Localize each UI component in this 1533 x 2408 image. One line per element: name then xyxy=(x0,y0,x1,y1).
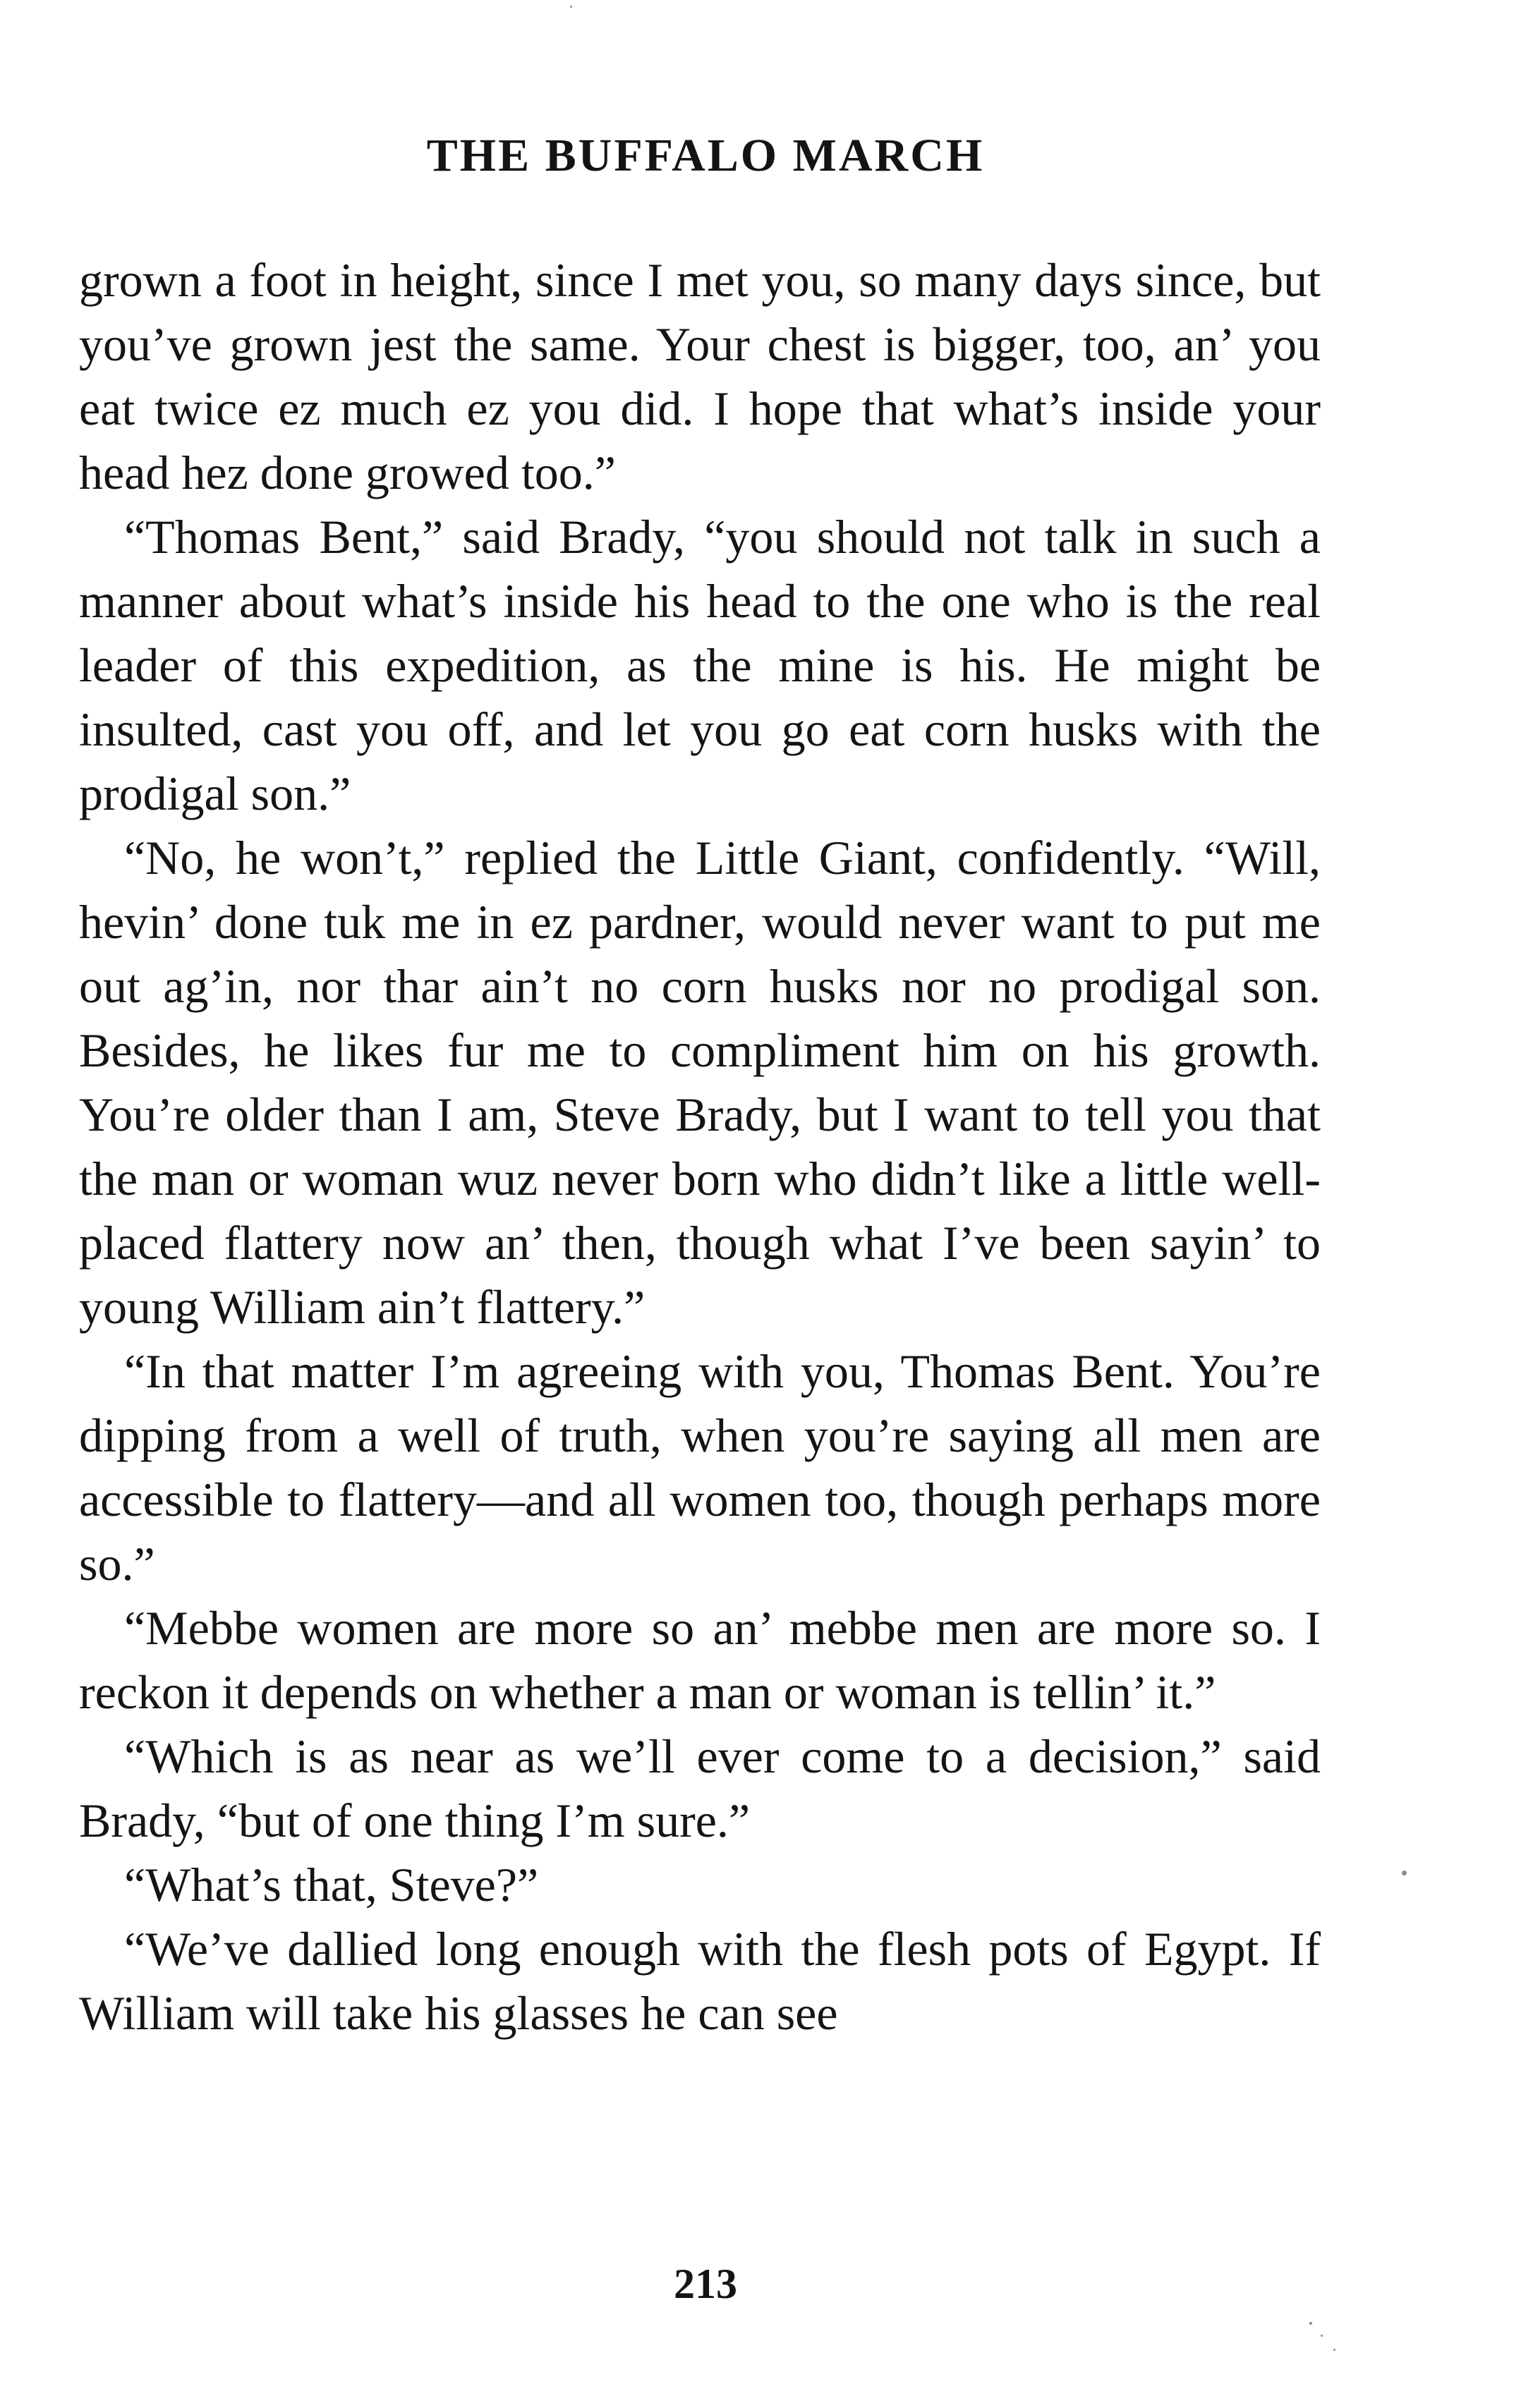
page-number: 213 xyxy=(674,2261,737,2307)
paragraph: “Mebbe women are more so an’ mebbe men are more so. I reckon it depends on whether a man or woman is tellin’ it.” xyxy=(79,1601,1321,1719)
paragraph-continuation: grown a foot in height, since I met you, so many days since, but you’ve grown jest the same. Your chest is bigger, too, an’ you eat twice ez much ez you did. I hope that what’s inside your head hez done growed too.” xyxy=(79,253,1321,499)
paragraph: “We’ve dallied long enough with the flesh pots of Egypt. If William will take his glasses he can see xyxy=(79,1922,1321,2040)
body-text xyxy=(79,248,1321,2045)
paragraph: “Thomas Bent,” said Brady, “you should not talk in such a manner about what’s inside his head to the one who is the real leader of this expedition, as the mine is his. He might be insulted, cast you off, and let you go eat corn husks with the prodigal son.” xyxy=(79,510,1321,820)
scan-speck xyxy=(1321,2335,1323,2337)
running-head: THE BUFFALO MARCH xyxy=(426,130,985,181)
paragraph: “No, he won’t,” replied the Little Giant, confidently. “Will, hevin’ done tuk me in ez pardner, would never want to put me out ag’in, nor thar ain’t no corn husks nor no prodigal son. Besides, he likes fur me to compliment him on his growth. You’re older than I am, Steve Brady, but I want to tell you that the man or woman wuz never born who didn’t like a little well-placed flattery now an’ then, though what I’ve been sayin’ to young William ain’t flattery.” xyxy=(79,831,1321,1334)
scan-speck xyxy=(1309,2322,1312,2325)
paragraph: “What’s that, Steve?” xyxy=(124,1858,539,1911)
paragraph: “Which is as near as we’ll ever come to a decision,” said Brady, “but of one thing I’m sure.” xyxy=(79,1729,1321,1847)
paragraph: “In that matter I’m agreeing with you, Thomas Bent. You’re dipping from a well of truth, when you’re saying all men are accessible to flattery—and all women too, though perhaps more so.” xyxy=(79,1344,1321,1591)
scan-speck xyxy=(570,6,572,8)
scan-speck xyxy=(1402,1871,1407,1875)
scan-speck xyxy=(1333,2349,1335,2351)
